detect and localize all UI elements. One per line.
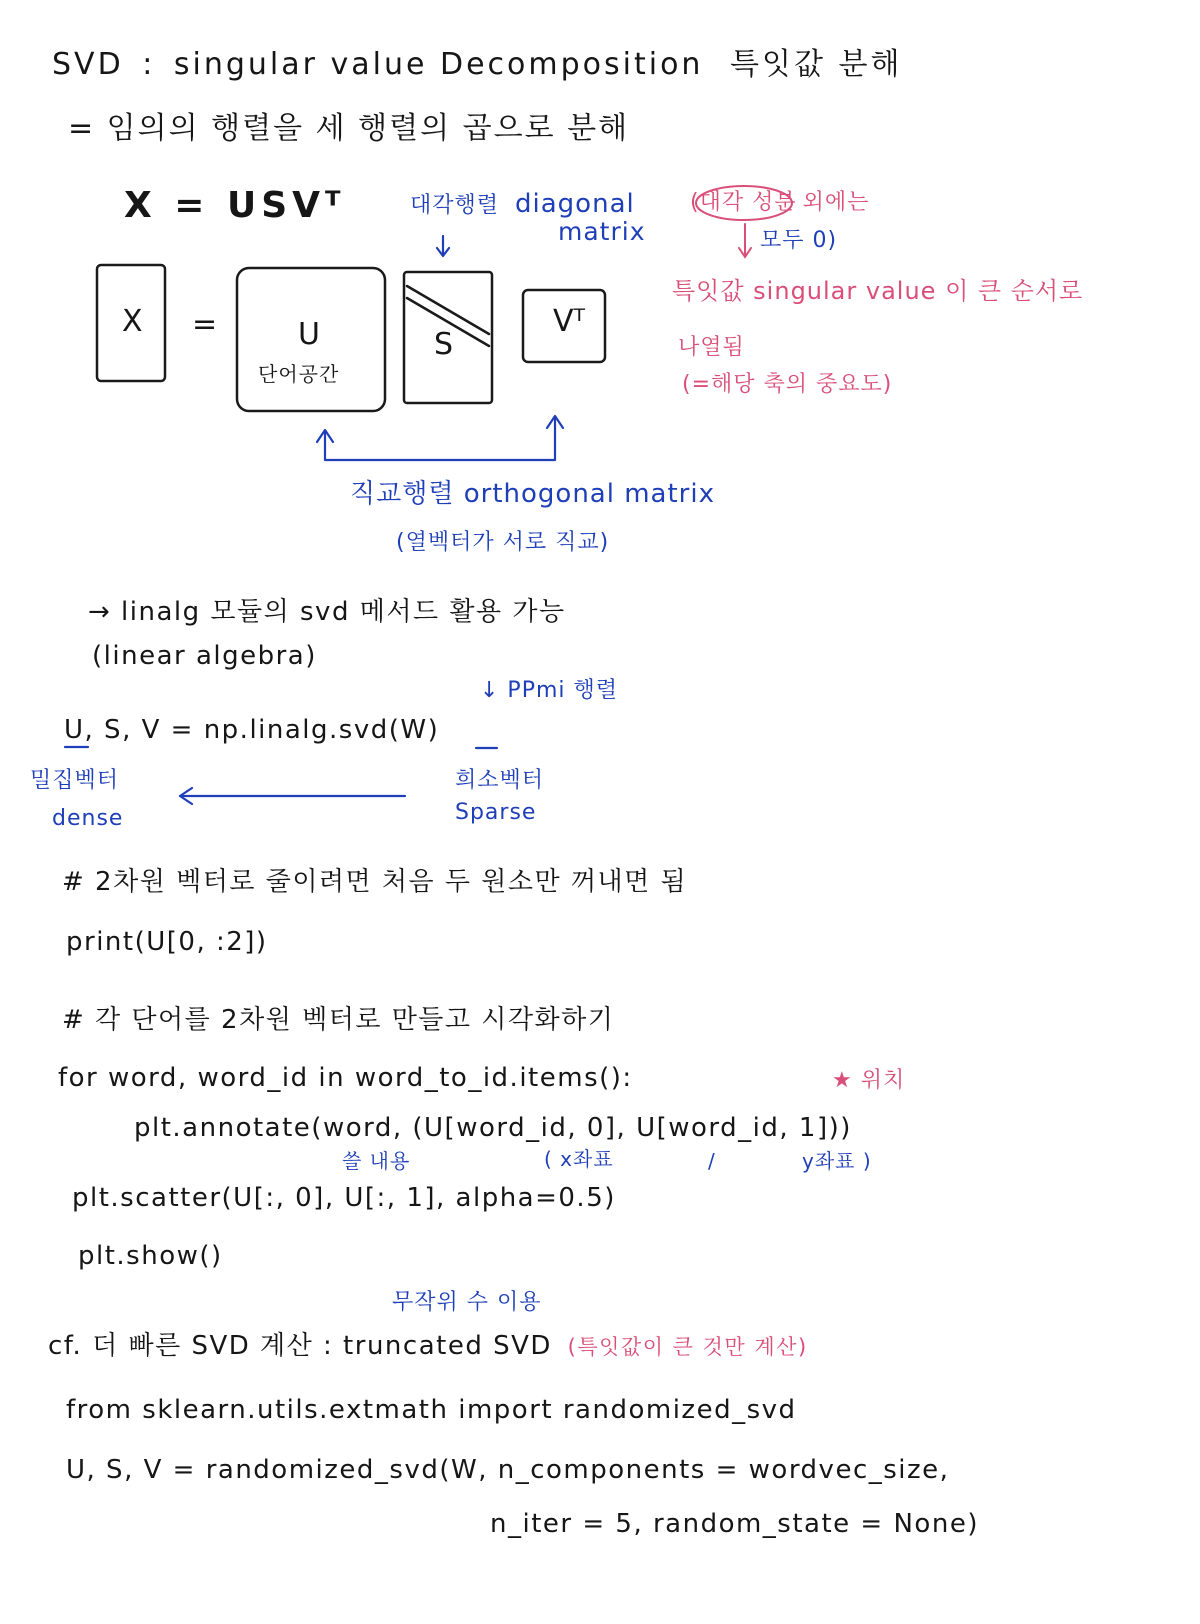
diagram-equals: = [192,307,218,342]
sparse-english: Sparse [455,800,537,825]
svd-code-line: U, S, V = np.linalg.svd(W) [64,715,440,745]
randomized-code-line2: n_iter = 5, random_state = None) [490,1509,979,1539]
diagonal-matrix-label-2: matrix [558,217,646,246]
cf-line [48,1332,808,1362]
diagonal-zeros-text: 모두 0) [760,228,838,253]
diagonal-rest-text: 외에는 [802,190,870,215]
vt-matrix-label: Vᵀ [553,304,586,339]
print-code-line: print(U[0, :2]) [66,927,268,957]
comment-2d: # 2차원 벡터로 줄이려면 처음 두 원소만 꺼내면 됨 [62,867,688,897]
loop-code-line1: for word, word_id in word_to_id.items(): [58,1063,633,1093]
x-matrix-label: X [122,304,143,339]
comment-visualize: # 각 단어를 2차원 벡터로 만들고 시각화하기 [62,1005,615,1035]
linalg-note-line1: → linalg 모듈의 svd 메서드 활용 가능 [88,597,566,627]
svd-equation: X = USVᵀ [124,185,346,226]
title-korean: 특잇값 분해 [729,47,903,82]
cf-paren-text: (특잇값이 큰 것만 계산) [567,1335,808,1359]
loop-code-line4: plt.show() [78,1241,223,1271]
loop-code-line2: plt.annotate(word, (U[word_id, 0], U[word_id, 1])) [134,1113,852,1143]
definition-text: = 임의의 행렬을 세 행렬의 곱으로 분해 [68,111,630,146]
diagonal-circled-text: 대각 성분 [699,190,797,215]
coord-slash: / [708,1149,716,1173]
s-matrix-label: S [434,327,454,362]
singular-note-line2: 나열됨 [678,335,745,360]
content-note: 쓸 내용 [342,1149,411,1173]
title-english: singular value Decomposition [173,47,704,82]
import-code-line: from sklearn.utils.extmath import randomized_svd [66,1395,797,1425]
loop-code-line3: plt.scatter(U[:, 0], U[:, 1], alpha=0.5) [72,1183,616,1213]
orthogonal-bracket-arrow [325,418,555,460]
random-note: 무작위 수 이용 [392,1290,542,1315]
linalg-note-line2: (linear algebra) [92,641,317,671]
cf-main-text: cf. 더 빠른 SVD 계산 : truncated SVD [48,1331,552,1361]
randomized-code-line1: U, S, V = randomized_svd(W, n_components = wordvec_size, [66,1455,950,1485]
position-note: ★ 위치 [832,1068,906,1093]
title-line [52,48,902,83]
sparse-korean: 희소벡터 [455,768,545,793]
diagonal-korean: 대각행렬 [410,193,500,218]
diagonal-english: diagonal [515,189,635,219]
singular-note-line1: 특잇값 singular value 이 큰 순서로 [672,277,1084,305]
dense-korean: 밀집벡터 [30,768,120,793]
title-abbr: SVD [52,47,124,82]
orthogonal-note-line1: 직교행렬 orthogonal matrix [350,479,715,509]
singular-note-line3: (=해당 축의 중요도) [682,372,893,397]
diagonal-paren-note: (대각 성분 외에는 [690,190,870,215]
diagonal-matrix-label [410,190,635,220]
ppmi-note: ↓ PPmi 행렬 [480,678,619,703]
x-coord-note: ( x좌표 [544,1147,614,1171]
u-word-space-label: 단어공간 [258,362,340,386]
dense-english: dense [52,806,124,831]
y-coord-note: y좌표 ) [802,1149,872,1173]
title-separator: : [142,47,156,82]
orthogonal-note-line2: (열벡터가 서로 직교) [396,530,610,555]
u-matrix-label: U [298,317,320,352]
